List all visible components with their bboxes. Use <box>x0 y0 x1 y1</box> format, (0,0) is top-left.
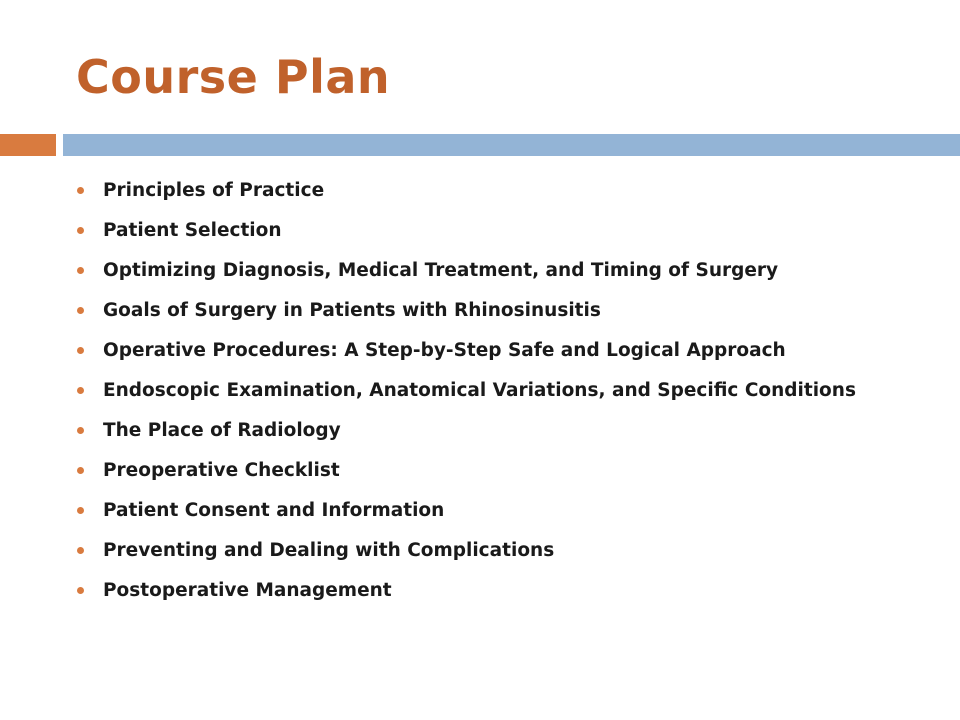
bullet-text: Endoscopic Examination, Anatomical Variations, and Specific Conditions <box>103 379 856 401</box>
bullet-dot-icon <box>77 347 84 354</box>
bullet-dot-icon <box>77 507 84 514</box>
bullet-dot-icon <box>77 227 84 234</box>
bullet-item <box>76 290 856 330</box>
bullet-item <box>76 170 856 210</box>
bullet-text: Preventing and Dealing with Complications <box>103 539 555 561</box>
title-divider-bar <box>63 134 960 156</box>
bullet-dot-icon <box>77 587 84 594</box>
bullet-item <box>76 490 856 530</box>
title-divider-accent <box>0 134 56 156</box>
bullet-text: Principles of Practice <box>103 179 325 201</box>
bullet-text: Patient Consent and Information <box>103 499 445 521</box>
bullet-dot-icon <box>77 467 84 474</box>
bullet-item <box>76 210 856 250</box>
bullet-dot-icon <box>77 547 84 554</box>
bullet-text: The Place of Radiology <box>103 419 341 441</box>
bullet-item <box>76 330 856 370</box>
bullet-item <box>76 370 856 410</box>
bullet-dot-icon <box>77 187 84 194</box>
bullet-text: Goals of Surgery in Patients with Rhinosinusitis <box>103 299 601 321</box>
bullet-text: Patient Selection <box>103 219 282 241</box>
bullet-dot-icon <box>77 427 84 434</box>
bullet-text: Optimizing Diagnosis, Medical Treatment, and Timing of Surgery <box>103 259 779 281</box>
bullet-item <box>76 530 856 570</box>
bullet-dot-icon <box>77 307 84 314</box>
bullet-dot-icon <box>77 387 84 394</box>
bullet-text: Preoperative Checklist <box>103 459 340 481</box>
bullet-item <box>76 250 856 290</box>
bullet-dot-icon <box>77 267 84 274</box>
slide-title: Course Plan <box>76 50 391 104</box>
bullet-item <box>76 450 856 490</box>
bullet-item <box>76 410 856 450</box>
bullet-item <box>76 570 856 610</box>
bullet-text: Operative Procedures: A Step-by-Step Safe and Logical Approach <box>103 339 786 361</box>
bullet-text: Postoperative Management <box>103 579 392 601</box>
bullet-list <box>76 170 856 610</box>
